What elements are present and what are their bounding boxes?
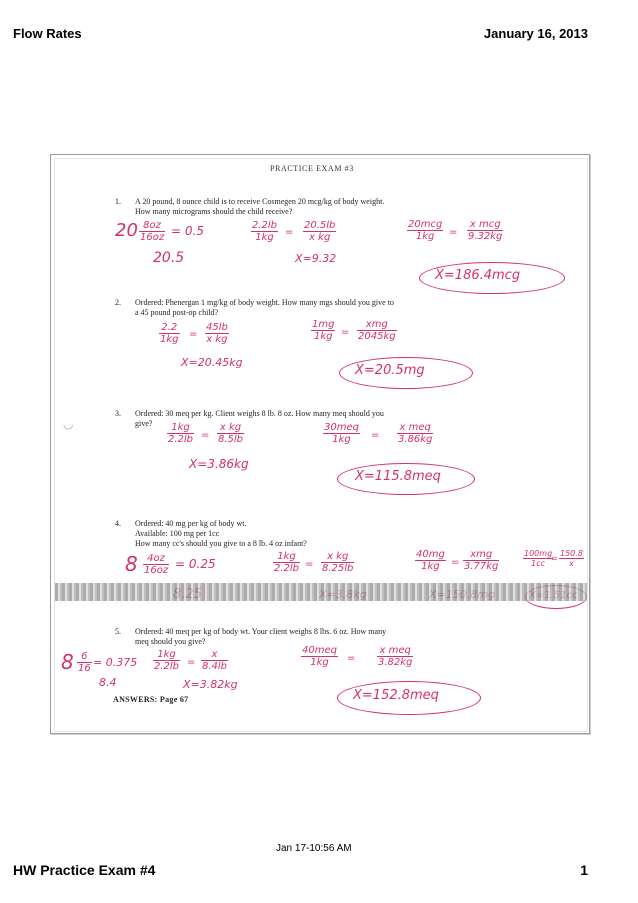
answers-reference: ANSWERS: Page 67 [113,695,189,704]
handwritten-number: 8 [125,552,138,576]
handwritten-answer: X=20.5mg [355,363,425,378]
equals-sign: = [189,329,198,340]
handwritten-fraction: $\frac{\text{x kg}}{8.5lb}$ [218,422,244,445]
question-number: 2. [115,298,121,307]
equals-sign: = [371,430,380,441]
handwritten-fraction: $\frac{150.8}{x}$ [560,549,583,568]
handwritten-fraction: $\frac{x}{8.4lb}$ [202,649,228,672]
scanned-exam-image [50,154,590,734]
timestamp: Jan 17-10:56 AM [276,843,352,854]
handwritten-fraction: $\frac{\text{xmg}}{2045kg}$ [358,319,396,342]
handwritten-answer: X=186.4mcg [435,268,521,283]
scan-content [54,158,588,732]
question-number: 1. [115,197,121,206]
equals-sign: = [201,430,210,441]
equals-sign: = [187,657,196,668]
question-number: 5. [115,627,121,636]
question-text: Ordered: 40 meq per kg of body wt. Your client weighs 8 lbs. 6 oz. How many meq should you give? [135,627,387,646]
handwritten-fraction: $\frac{45lb}{\text{x kg}}$ [206,322,228,345]
handwritten-number: 8 [61,650,74,674]
handwritten-fraction: $\frac{\text{20mcg}}{1kg}$ [408,219,443,242]
handwritten-answer: X=115.8meq [355,469,441,484]
handwritten-result: X=3.82kg [183,678,238,691]
handwritten-number: 20.5 [153,250,185,266]
handwritten-fraction: $\frac{1mg}{1kg}$ [312,319,335,342]
equals-sign: = [451,557,460,568]
handwritten-result: X=9.32 [295,252,337,265]
handwritten-result: = 0.375 [93,656,138,669]
punch-hole-mark: ◡ [63,417,74,431]
handwritten-fraction: $\frac{1kg}{2.2lb}$ [168,422,194,445]
handwritten-fraction: $\frac{40mg}{1kg}$ [416,549,445,572]
handwritten-fraction: $\frac{6}{16}$ [78,651,91,674]
equals-sign: = [551,554,558,563]
handwritten-result: X=3.86kg [189,457,249,471]
equals-sign: = [347,653,356,664]
handwritten-fraction: $\frac{8oz}{16oz}$ [140,220,165,243]
handwritten-fraction: $\frac{20.5lb}{\text{x kg}}$ [304,220,336,243]
handwritten-fraction: $\frac{4oz}{16oz}$ [144,553,169,576]
handwritten-fraction: $\frac{1kg}{2.2lb}$ [274,551,300,574]
handwritten-fraction: $\frac{\text{x kg}}{8.25lb}$ [322,551,354,574]
page-number: 1 [580,862,588,878]
question-text: A 20 pound, 8 ounce child is to receive Cosmegen 20 mcg/kg of body weight. How many micrograms should the child receive? [135,197,385,216]
exam-title: PRACTICE EXAM #3 [270,164,354,173]
footer-title: HW Practice Exam #4 [13,862,156,878]
handwritten-fraction: $\frac{100mg}{1cc}$ [524,549,553,568]
scan-artifact-stripe [55,583,587,601]
equals-sign: = [341,327,350,338]
handwritten-result: X=20.45kg [181,356,243,369]
handwritten-number: 8.4 [99,676,117,689]
page-header-title: Flow Rates [13,26,82,41]
handwritten-fraction: $\frac{1kg}{2.2lb}$ [154,649,180,672]
question-number: 4. [115,519,121,528]
handwritten-answer: X=152.8meq [353,688,439,703]
handwritten-fraction: $\frac{\text{x mcg}}{9.32kg}$ [468,219,503,242]
question-text: Ordered: 40 mg per kg of body wt. Available: 100 mg per 1cc How many cc's should you give to a 8 lb. 4 oz infant? [135,519,307,548]
handwritten-fraction: $\frac{\text{x meq}}{3.86kg}$ [398,422,433,445]
handwritten-result: = 0.25 [175,557,216,571]
handwritten-fraction: $\frac{2.2}{1kg}$ [160,322,179,345]
equals-sign: = [449,227,458,238]
handwritten-fraction: $\frac{2.2lb}{1kg}$ [252,220,278,243]
handwritten-result: = 0.5 [171,224,204,238]
equals-sign: = [285,227,294,238]
equals-sign: = [305,559,314,570]
handwritten-fraction: $\frac{\text{40meq}}{1kg}$ [302,645,337,668]
question-number: 3. [115,409,121,418]
page-header-date: January 16, 2013 [483,26,588,41]
question-text: Ordered: Phenergan 1 mg/kg of body weight. How many mgs should you give to a 45 pound post-op child? [135,298,394,317]
handwritten-fraction: $\frac{\text{x meq}}{3.82kg}$ [378,645,413,668]
handwritten-fraction: $\frac{\text{xmg}}{3.77kg}$ [464,549,499,572]
handwritten-number: 20 [115,220,138,241]
handwritten-fraction: $\frac{\text{30meq}}{1kg}$ [324,422,359,445]
question-text: Ordered: 30 meq per kg. Client weighs 8 lb. 8 oz. How many meq should you give? [135,409,384,428]
